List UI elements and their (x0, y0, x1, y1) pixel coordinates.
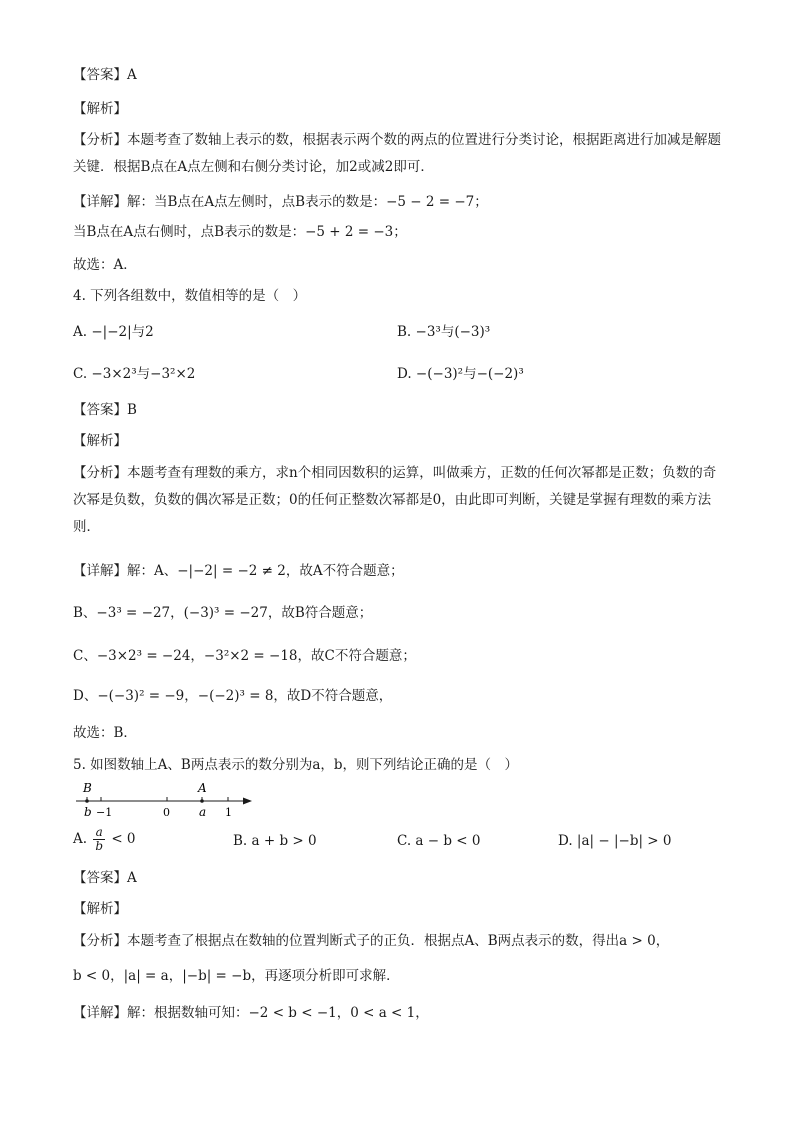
q4-detail-b: B、−3³ = −27，(−3)³ = −27，故B符合题意； (73, 605, 373, 621)
q4-choice: 故选：B． (73, 725, 137, 741)
point-a-dot (200, 799, 204, 803)
q5-option-a-denominator: b (95, 839, 104, 853)
q5-analysis-line-1: 【分析】本题考查了根据点在数轴的位置判断式子的正负．根据点A、B两点表示的数，得出a > 0， (73, 933, 670, 949)
q5-analysis-line-2: b < 0，|a| = a，|−b| = −b，再逐项分析即可求解． (73, 968, 400, 984)
q4-analysis-heading: 【解析】 (73, 433, 127, 449)
q5-option-a-prefix: A. (73, 831, 88, 847)
q4-detail-d: D、−(−3)² = −9，−(−2)³ = 8，故D不符合题意， (73, 688, 393, 704)
tick-label-neg1: −1 (96, 806, 113, 819)
q5-option-a (73, 826, 136, 853)
q5-answer: 【答案】A (73, 870, 137, 886)
point-a-value: a (199, 805, 207, 819)
point-a-label: A (198, 781, 207, 795)
q5-option-c: C. a − b < 0 (397, 833, 481, 849)
q3-detail-line-1: 【详解】解：当B点在A点左侧时，点B表示的数是：−5 − 2 = −7； (73, 194, 488, 210)
q3-analysis-heading: 【解析】 (73, 101, 127, 117)
point-b-label: B (83, 781, 92, 795)
q4-stem: 4. 下列各组数中，数值相等的是（ ） (73, 288, 307, 304)
q5-detail: 【详解】解：根据数轴可知：−2 < b < −1，0 < a < 1， (73, 1005, 429, 1021)
q4-option-a: A. −|−2|与2 (73, 324, 154, 340)
q4-analysis-text: 【分析】本题考查有理数的乘方，求n个相同因数积的运算，叫做乘方，正数的任何次幂都是正数；负数的奇次幂是负数，负数的偶次幂是正数；0的任何正整数次幂都是0，由此即可判断，关键是掌握有理数的乘方法则． (73, 465, 717, 535)
q5-option-a-fraction (93, 826, 105, 853)
q4-option-b: B. −3³与(−3)³ (397, 324, 491, 340)
q3-analysis-text: 【分析】本题考查了数轴上表示的数，根据表示两个数的两点的位置进行分类讨论，根据距离进行加减是解题关键．根据B点在A点左侧和右侧分类讨论，加2或减2即可． (73, 132, 721, 175)
q4-answer: 【答案】B (73, 402, 137, 418)
point-b-value: b (84, 805, 92, 819)
q4-option-d: D. −(−3)²与−(−2)³ (397, 366, 524, 382)
q5-option-a-rest: < 0 (111, 831, 136, 847)
q4-detail-c: C、−3×2³ = −24，−3²×2 = −18，故C不符合题意； (73, 648, 416, 664)
q4-detail-a: 【详解】解：A、−|−2| = −2 ≠ 2，故A不符合题意； (73, 563, 404, 579)
tick-label-one: 1 (225, 806, 232, 819)
q3-answer: 【答案】A (73, 67, 137, 83)
q3-choice: 故选：A． (73, 257, 137, 273)
q3-detail-line-2: 当B点在A点右侧时，点B表示的数是：−5 + 2 = −3； (73, 224, 407, 240)
q5-option-b: B. a + b > 0 (233, 833, 317, 849)
q5-option-d: D. |a| − |−b| > 0 (558, 833, 672, 849)
point-b-dot (85, 799, 89, 803)
q4-option-c: C. −3×2³与−3²×2 (73, 366, 196, 382)
number-line-arrow (243, 798, 252, 805)
q5-option-a-numerator: a (93, 826, 105, 840)
q5-stem: 5. 如图数轴上A、B两点表示的数分别为a，b，则下列结论正确的是（ ） (73, 757, 519, 773)
q5-analysis-heading: 【解析】 (73, 901, 127, 917)
tick-label-zero: 0 (163, 806, 170, 819)
number-line-figure (72, 777, 257, 823)
